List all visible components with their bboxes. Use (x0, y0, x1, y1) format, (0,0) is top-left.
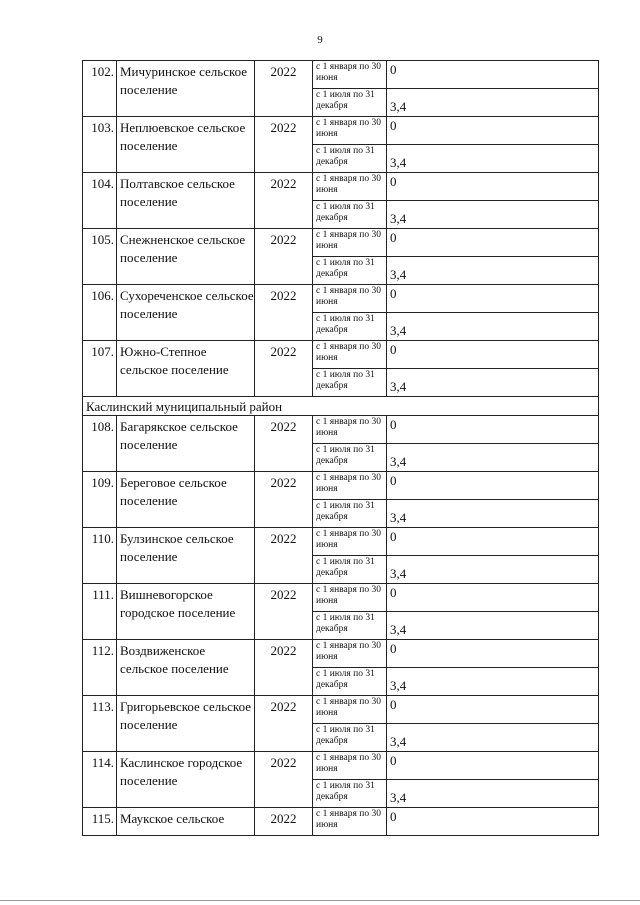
district-row (83, 397, 599, 416)
period-cell: с 1 января по 30 июня (313, 285, 387, 313)
year-cell: 2022 (255, 584, 313, 640)
row-number: 112. (83, 640, 117, 696)
row-number: 103. (83, 117, 117, 173)
period-cell: с 1 января по 30 июня (313, 808, 387, 836)
row-number: 115. (83, 808, 117, 836)
rate-cell: 3,4 (387, 313, 599, 341)
period-cell: с 1 января по 30 июня (313, 584, 387, 612)
rate-cell: 3,4 (387, 500, 599, 528)
row-number: 104. (83, 173, 117, 229)
rate-cell: 0 (387, 173, 599, 201)
period-cell: с 1 января по 30 июня (313, 528, 387, 556)
rate-cell: 0 (387, 472, 599, 500)
settlement-name: Сухореченское сельское поселение (117, 285, 255, 341)
rate-cell: 0 (387, 117, 599, 145)
period-cell: с 1 июля по 31 декабря (313, 257, 387, 285)
rate-cell: 3,4 (387, 369, 599, 397)
period-cell: с 1 июля по 31 декабря (313, 369, 387, 397)
rate-cell: 0 (387, 528, 599, 556)
table-row (83, 472, 599, 500)
table-row (83, 584, 599, 612)
table-row (83, 640, 599, 668)
settlement-name: Каслинское городское поселение (117, 752, 255, 808)
period-cell: с 1 января по 30 июня (313, 61, 387, 89)
settlement-name: Григорьевское сельское поселение (117, 696, 255, 752)
tax-rate-table (82, 60, 599, 836)
table-row (83, 117, 599, 145)
period-cell: с 1 июля по 31 декабря (313, 201, 387, 229)
row-number: 102. (83, 61, 117, 117)
period-cell: с 1 января по 30 июня (313, 640, 387, 668)
settlement-name: Береговое сельское поселение (117, 472, 255, 528)
page-number: 9 (317, 34, 323, 46)
row-number: 108. (83, 416, 117, 472)
period-cell: с 1 января по 30 июня (313, 173, 387, 201)
settlement-name: Багарякское сельское поселение (117, 416, 255, 472)
settlement-name: Маукское сельское (117, 808, 255, 836)
period-cell: с 1 июля по 31 декабря (313, 89, 387, 117)
year-cell: 2022 (255, 285, 313, 341)
rate-cell: 3,4 (387, 612, 599, 640)
settlement-name: Южно-Степное сельское поселение (117, 341, 255, 397)
period-cell: с 1 июля по 31 декабря (313, 612, 387, 640)
year-cell: 2022 (255, 696, 313, 752)
period-cell: с 1 июля по 31 декабря (313, 444, 387, 472)
year-cell: 2022 (255, 173, 313, 229)
rate-cell: 0 (387, 640, 599, 668)
table-row (83, 61, 599, 89)
rate-cell: 3,4 (387, 780, 599, 808)
table-row (83, 229, 599, 257)
year-cell: 2022 (255, 808, 313, 836)
rate-cell: 0 (387, 696, 599, 724)
year-cell: 2022 (255, 416, 313, 472)
settlement-name: Неплюевское сельское поселение (117, 117, 255, 173)
table-row (83, 285, 599, 313)
rate-cell: 3,4 (387, 668, 599, 696)
rate-cell: 3,4 (387, 145, 599, 173)
period-cell: с 1 января по 30 июня (313, 229, 387, 257)
settlement-name: Воздвиженское сельское поселение (117, 640, 255, 696)
year-cell: 2022 (255, 640, 313, 696)
row-number: 106. (83, 285, 117, 341)
period-cell: с 1 января по 30 июня (313, 341, 387, 369)
rate-cell: 3,4 (387, 444, 599, 472)
period-cell: с 1 июля по 31 декабря (313, 313, 387, 341)
table-row (83, 752, 599, 780)
table-row (83, 808, 599, 836)
district-name: Каслинский муниципальный район (83, 397, 599, 416)
rate-cell: 0 (387, 584, 599, 612)
rate-cell: 0 (387, 341, 599, 369)
period-cell: с 1 июля по 31 декабря (313, 724, 387, 752)
year-cell: 2022 (255, 117, 313, 173)
rate-cell: 3,4 (387, 257, 599, 285)
period-cell: с 1 июля по 31 декабря (313, 145, 387, 173)
rate-cell: 3,4 (387, 201, 599, 229)
row-number: 111. (83, 584, 117, 640)
rate-cell: 0 (387, 416, 599, 444)
rate-cell: 0 (387, 229, 599, 257)
settlement-name: Полтавское сельское поселение (117, 173, 255, 229)
year-cell: 2022 (255, 752, 313, 808)
table-row (83, 696, 599, 724)
table-row (83, 341, 599, 369)
table-row (83, 416, 599, 444)
row-number: 110. (83, 528, 117, 584)
rate-cell: 3,4 (387, 89, 599, 117)
period-cell: с 1 июля по 31 декабря (313, 780, 387, 808)
year-cell: 2022 (255, 472, 313, 528)
year-cell: 2022 (255, 528, 313, 584)
table-row (83, 528, 599, 556)
period-cell: с 1 января по 30 июня (313, 117, 387, 145)
settlement-name: Вишневогорское городское поселение (117, 584, 255, 640)
table-row (83, 173, 599, 201)
rate-cell: 0 (387, 61, 599, 89)
period-cell: с 1 января по 30 июня (313, 696, 387, 724)
year-cell: 2022 (255, 61, 313, 117)
settlement-name: Мичуринское сельское поселение (117, 61, 255, 117)
period-cell: с 1 июля по 31 декабря (313, 556, 387, 584)
row-number: 107. (83, 341, 117, 397)
period-cell: с 1 июля по 31 декабря (313, 500, 387, 528)
bottom-rule (0, 900, 640, 901)
row-number: 105. (83, 229, 117, 285)
row-number: 113. (83, 696, 117, 752)
rate-cell: 0 (387, 285, 599, 313)
rate-cell: 3,4 (387, 556, 599, 584)
year-cell: 2022 (255, 341, 313, 397)
year-cell: 2022 (255, 229, 313, 285)
rate-cell: 0 (387, 808, 599, 836)
period-cell: с 1 июля по 31 декабря (313, 668, 387, 696)
table-body (83, 61, 599, 836)
rate-cell: 0 (387, 752, 599, 780)
row-number: 114. (83, 752, 117, 808)
row-number: 109. (83, 472, 117, 528)
period-cell: с 1 января по 30 июня (313, 752, 387, 780)
settlement-name: Булзинское сельское поселение (117, 528, 255, 584)
rate-cell: 3,4 (387, 724, 599, 752)
period-cell: с 1 января по 30 июня (313, 416, 387, 444)
settlement-name: Снежненское сельское поселение (117, 229, 255, 285)
period-cell: с 1 января по 30 июня (313, 472, 387, 500)
